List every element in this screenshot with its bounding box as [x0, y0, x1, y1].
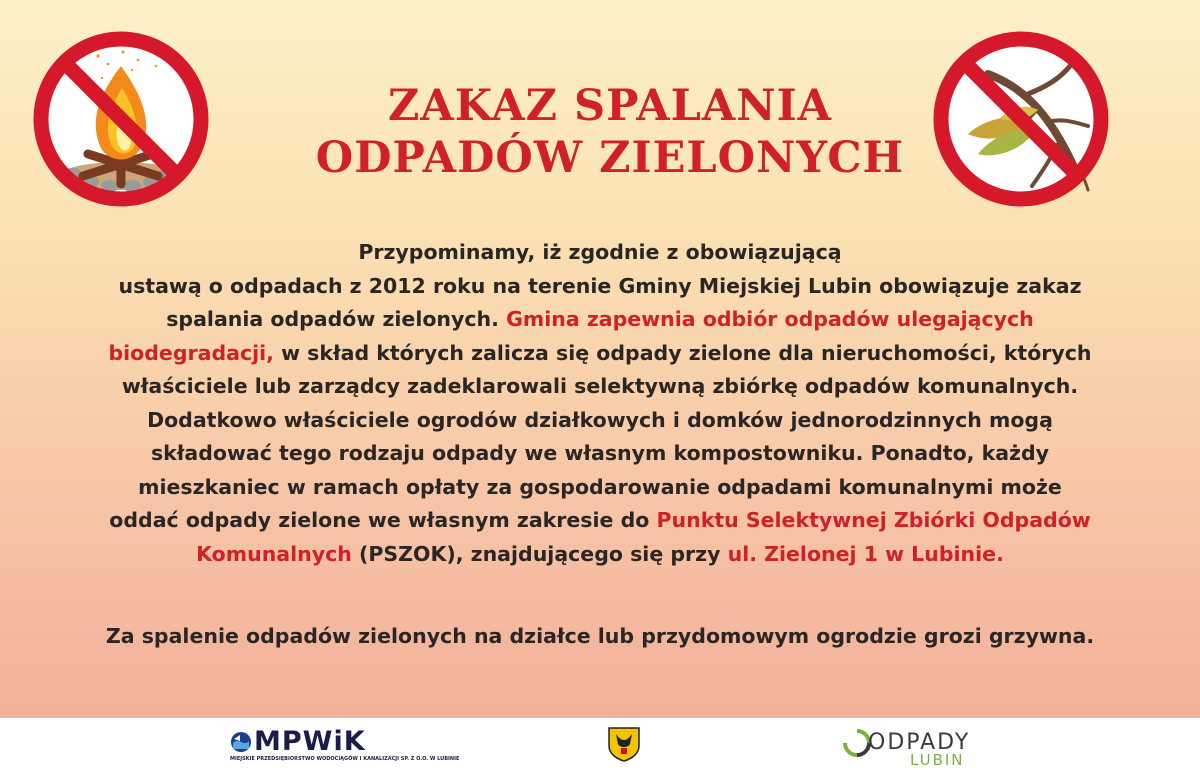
odpady-subtitle: LUBIN — [910, 751, 965, 769]
notice-line: mieszkaniec w ramach opłaty za gospodarowanie odpadami komunalnymi może — [138, 474, 1062, 499]
notice-line: spalania odpadów zielonych. — [166, 307, 507, 331]
footer — [0, 718, 1200, 770]
notice-line: ustawą o odpadach z 2012 roku na terenie Gminy Miejskiej Lubin obowiązuje zakaz — [118, 273, 1082, 298]
notice-line: Dodatkowo właściciele ogrodów działkowych i domków jednorodzinnych mogą — [147, 407, 1053, 432]
water-drop-icon — [230, 731, 252, 753]
notice-highlight: Punktu Selektywnej Zbiórki Odpadów — [656, 508, 1091, 532]
notice-highlight: Gmina zapewnia odbiór odpadów ulegających — [506, 307, 1034, 331]
notice-highlight: biodegradacji, — [108, 340, 274, 365]
no-campfire-icon — [28, 26, 214, 212]
page-title-line-1: ZAKAZ SPALANIA — [387, 81, 833, 131]
odpady-name: ODPADY — [868, 730, 971, 755]
coat-of-arms-icon — [607, 726, 641, 762]
notice-line: oddać odpady zielone we własnym zakresie do — [109, 508, 657, 532]
notice-line: Przypominamy, iż zgodnie z obowiązującą — [358, 240, 842, 264]
notice-line: w skład których zalicza się odpady zielone dla nieruchomości, których — [273, 340, 1092, 365]
mpwik-subtitle: MIEJSKIE PRZEDSIĘBIORSTWO WODOCIĄGÓW I KANALIZACJI SP. Z O.O. W LUBINIE — [230, 756, 460, 762]
notice-highlight: ul. Zielonej 1 w Lubinie. — [727, 541, 1004, 566]
mpwik-name: MPWiK — [254, 726, 366, 757]
notice-highlight: Komunalnych — [196, 541, 352, 566]
mpwik-logo — [230, 726, 460, 764]
notice-line: składować tego rodzaju odpady we własnym kompostowniku. Ponadto, każdy — [150, 441, 1050, 465]
page-title-line-2: ODPADÓW ZIELONYCH — [315, 133, 905, 183]
fine-warning: Za spalenie odpadów zielonych na działce lub przydomowym ogrodzie grozi grzywna. — [105, 624, 1095, 648]
odpady-lubin-logo — [842, 726, 972, 768]
notice-body — [30, 236, 1170, 571]
notice-line: właściciele lub zarządcy zadeklarowali selektywną zbiórkę odpadów komunalnych. — [121, 374, 1079, 398]
notice-line: (PSZOK), znajdującego się przy — [351, 541, 728, 566]
